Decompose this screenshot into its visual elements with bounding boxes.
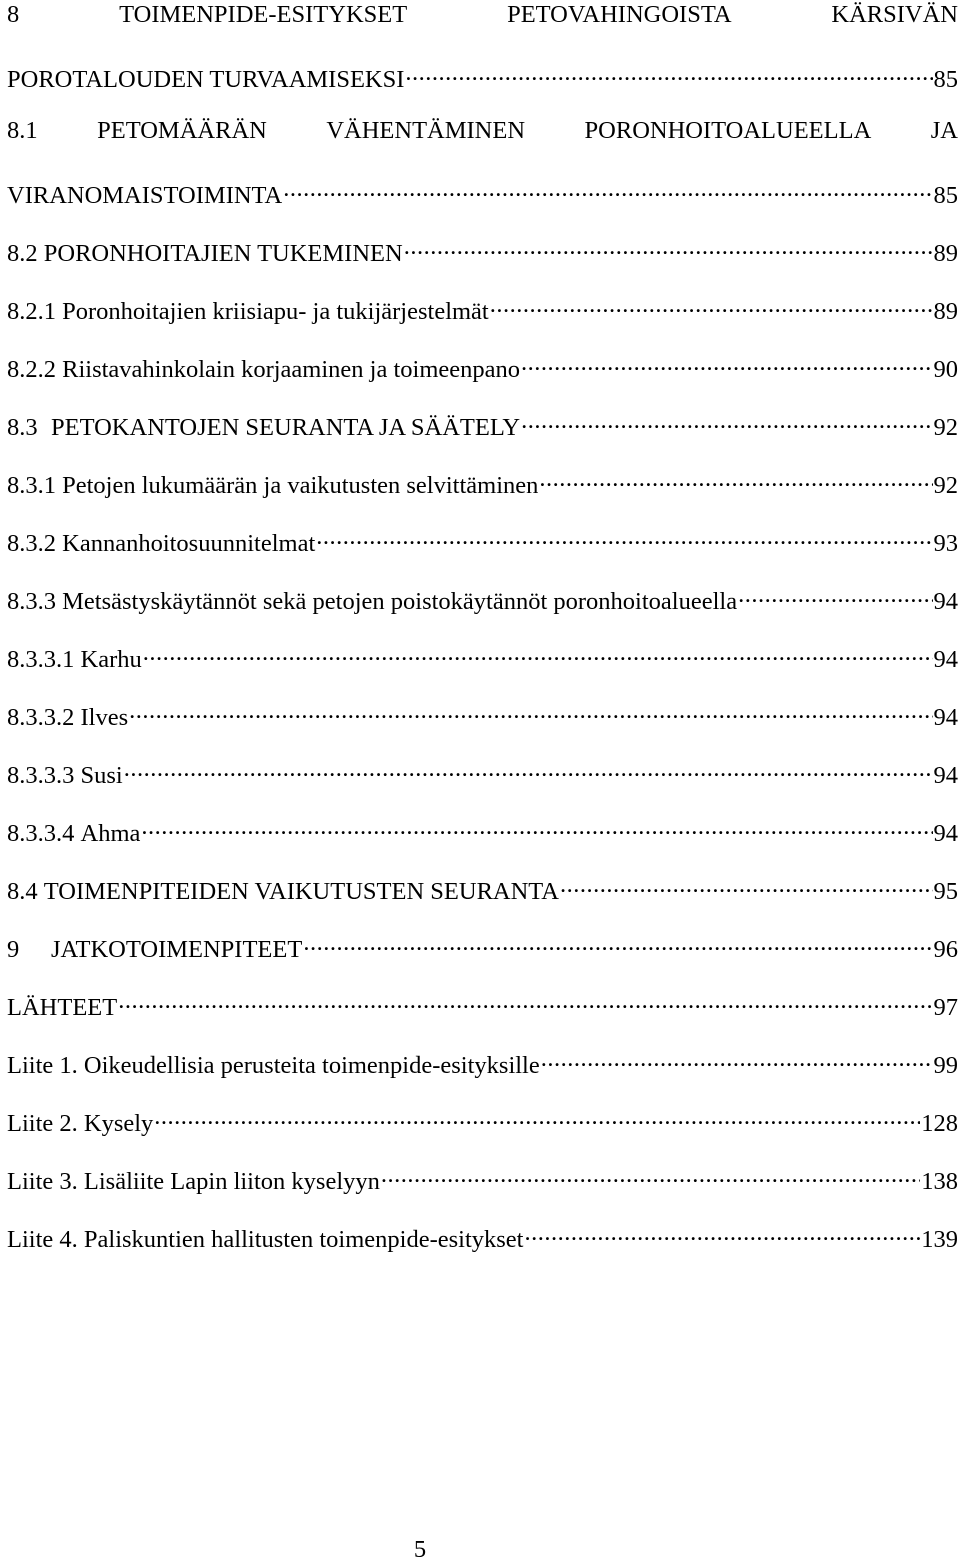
toc-entry[interactable] xyxy=(7,754,958,789)
toc-entry[interactable] xyxy=(7,290,958,325)
toc-entry-label: Liite 3. Lisäliite Lapin liiton kyselyyn xyxy=(7,1168,380,1195)
toc-entry-number: 8.1 xyxy=(7,117,38,144)
toc-entry-heading-line xyxy=(7,0,958,29)
toc-entry-label: Ahma xyxy=(80,820,141,847)
toc-entry-label: Liite 1. Oikeudellisia perusteita toimenpide-esityksille xyxy=(7,1052,540,1079)
toc-entry-page: 92 xyxy=(933,414,958,441)
toc-entry[interactable] xyxy=(7,1044,958,1079)
toc-entry[interactable] xyxy=(7,1218,958,1253)
toc-entry-page: 92 xyxy=(933,472,958,499)
toc-entry-number: 8.2.2 xyxy=(7,356,56,383)
toc-entry-label: TOIMENPITEIDEN VAIKUTUSTEN SEURANTA xyxy=(43,878,559,905)
toc-dot-leader xyxy=(405,58,932,87)
toc-entry-page: 95 xyxy=(933,878,958,905)
toc-dot-leader xyxy=(154,1102,920,1131)
toc-entry-label: PORONHOITAJIEN TUKEMINEN xyxy=(43,240,403,267)
toc-entry-number: 8.3.2 xyxy=(7,530,56,557)
toc-dot-leader xyxy=(541,1044,933,1073)
toc-entry[interactable] xyxy=(7,464,958,499)
toc-entry[interactable] xyxy=(7,986,958,1021)
toc-entry-number: 8.3.3.1 xyxy=(7,646,75,673)
toc-entry-word: JA xyxy=(930,117,958,144)
toc-entry-page: 89 xyxy=(933,298,958,325)
toc-entry[interactable] xyxy=(7,0,958,93)
toc-dot-leader xyxy=(738,580,932,609)
toc-entry-word: PETOVAHINGOISTA xyxy=(507,1,732,28)
toc-dot-leader xyxy=(303,928,932,957)
toc-dot-leader xyxy=(560,870,933,899)
toc-dot-leader xyxy=(381,1160,920,1189)
toc-entry-number: 8.3.3.2 xyxy=(7,704,75,731)
page-number: 5 xyxy=(413,1536,427,1563)
toc-entry-label: VIRANOMAISTOIMINTA xyxy=(7,182,283,209)
toc-entry-page: 94 xyxy=(933,588,958,615)
toc-entry[interactable] xyxy=(7,232,958,267)
toc-entry-label: JATKOTOIMENPITEET xyxy=(51,936,303,963)
toc-entry-page: 94 xyxy=(933,762,958,789)
toc-entry-label: Riistavahinkolain korjaaminen ja toimeenpano xyxy=(62,356,521,383)
toc-entry[interactable] xyxy=(7,116,958,209)
toc-dot-leader xyxy=(521,406,932,435)
toc-entry-word: KÄRSIVÄN xyxy=(831,1,958,28)
toc-entry-word: PORONHOITOALUEELLA xyxy=(584,117,872,144)
toc-entry-page: 89 xyxy=(933,240,958,267)
toc-entry-page: 93 xyxy=(933,530,958,557)
toc-entry-label: Metsästyskäytännöt sekä petojen poistokäytännöt poronhoitoalueella xyxy=(62,588,738,615)
toc-entry[interactable] xyxy=(7,1160,958,1195)
toc-entry-number: 8.2 xyxy=(7,240,38,267)
toc-entry[interactable] xyxy=(7,406,958,441)
toc-entry-page: 94 xyxy=(933,646,958,673)
toc-entry[interactable] xyxy=(7,928,958,963)
toc-dot-leader xyxy=(521,348,932,377)
toc-entry-label: POROTALOUDEN TURVAAMISEKSI xyxy=(7,66,405,93)
toc-entry[interactable] xyxy=(7,1102,958,1137)
toc-dot-leader xyxy=(524,1218,920,1247)
toc-entry-label: Poronhoitajien kriisiapu- ja tukijärjestelmät xyxy=(62,298,489,325)
toc-entry-heading-line xyxy=(7,116,958,145)
toc-entry-number: 8.3.3.4 xyxy=(7,820,75,847)
toc-entry-page: 138 xyxy=(921,1168,958,1195)
toc-entry[interactable] xyxy=(7,870,958,905)
toc-dot-leader xyxy=(283,174,932,203)
toc-entry-label: Karhu xyxy=(80,646,142,673)
toc-entry[interactable] xyxy=(7,348,958,383)
toc-dot-leader xyxy=(118,986,932,1015)
toc-entry-label: Ilves xyxy=(80,704,129,731)
toc-entry[interactable] xyxy=(7,812,958,847)
toc-entry-label: PETOKANTOJEN SEURANTA JA SÄÄTELY xyxy=(51,414,521,441)
toc-entry-continuation-line xyxy=(7,174,958,209)
toc-entry[interactable] xyxy=(7,696,958,731)
toc-entry-page: 85 xyxy=(933,66,958,93)
toc-entry-number: 8 xyxy=(7,1,20,28)
toc-entry-number: 8.4 xyxy=(7,878,38,905)
toc-dot-leader xyxy=(404,232,933,261)
toc-entry-page: 97 xyxy=(933,994,958,1021)
toc-entry-label: Kannanhoitosuunnitelmat xyxy=(62,530,316,557)
toc-entry-page: 94 xyxy=(933,704,958,731)
toc-entry-page: 96 xyxy=(933,936,958,963)
toc-entry-page: 94 xyxy=(933,820,958,847)
toc-entry-word: TOIMENPIDE-ESITYKSET xyxy=(119,1,408,28)
toc-entry-number: 8.3 xyxy=(7,414,38,441)
toc-dot-leader xyxy=(316,522,932,551)
toc-entry[interactable] xyxy=(7,580,958,615)
toc-entry-label: Liite 2. Kysely xyxy=(7,1110,154,1137)
toc-dot-leader xyxy=(490,290,933,319)
toc-entry-number: 9 xyxy=(7,936,20,963)
toc-entry-word: PETOMÄÄRÄN xyxy=(97,117,267,144)
toc-entry-number: 8.3.3.3 xyxy=(7,762,75,789)
toc-entry-label: Liite 4. Paliskuntien hallitusten toimenpide-esitykset xyxy=(7,1226,524,1253)
toc-entry-page: 90 xyxy=(933,356,958,383)
toc-entry-number: 8.3.3 xyxy=(7,588,56,615)
toc-dot-leader xyxy=(141,812,932,841)
toc-entry-page: 85 xyxy=(933,182,958,209)
toc-entry-label: Petojen lukumäärän ja vaikutusten selvittäminen xyxy=(62,472,539,499)
toc-entry-label: Susi xyxy=(80,762,123,789)
toc-entry-continuation-line xyxy=(7,58,958,93)
toc-dot-leader xyxy=(143,638,933,667)
toc-entry-page: 128 xyxy=(921,1110,958,1137)
toc-dot-leader xyxy=(124,754,933,783)
toc-dot-leader xyxy=(129,696,932,725)
toc-entry-number: 8.3.1 xyxy=(7,472,56,499)
toc-entry-page: 139 xyxy=(921,1226,958,1253)
toc-entry-label: LÄHTEET xyxy=(7,994,118,1021)
toc-entry-page: 99 xyxy=(933,1052,958,1079)
toc-dot-leader xyxy=(539,464,932,493)
toc-entry-word: VÄHENTÄMINEN xyxy=(326,117,526,144)
toc-entry[interactable] xyxy=(7,522,958,557)
toc-entry-number: 8.2.1 xyxy=(7,298,56,325)
table-of-contents xyxy=(7,0,958,1276)
toc-entry[interactable] xyxy=(7,638,958,673)
